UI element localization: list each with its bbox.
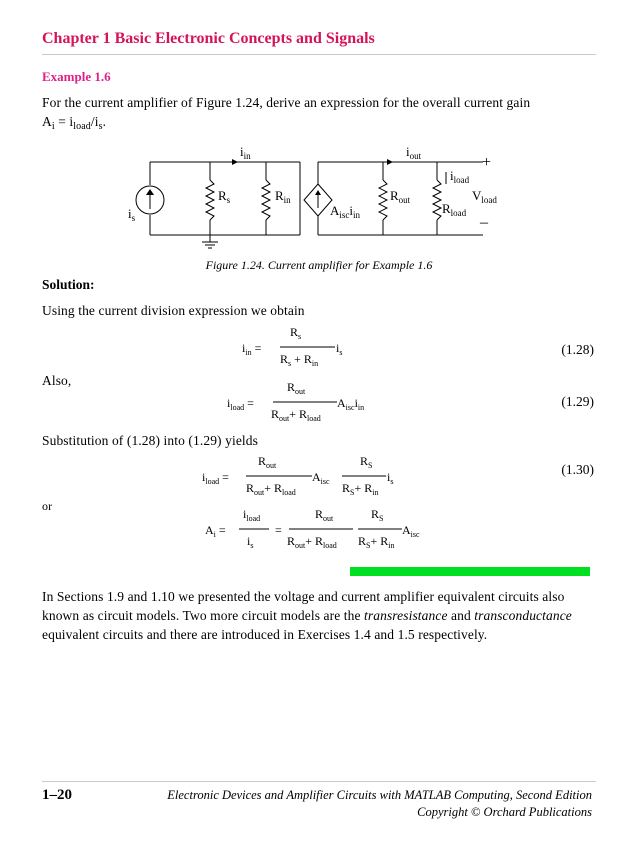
- svg-text:Aisc: $A_{isc}$: [402, 523, 420, 539]
- svg-text:Rout+ Rload: $R_{out}+ R_{load}$: [271, 407, 321, 422]
- highlight-bar: [350, 567, 590, 576]
- footer-text: [167, 787, 592, 821]
- eq-number-1-30: (1.30): [561, 462, 594, 477]
- svg-text:is: $i_s$: [387, 470, 394, 486]
- eq-sign: =: [54, 114, 70, 129]
- chapter-title: Chapter 1 Basic Electronic Concepts and Signals: [42, 30, 375, 47]
- svg-text:Rs + Rin: $R_s + R_{in}$: [280, 352, 319, 367]
- svg-text:RS: $R_S$: [360, 454, 373, 470]
- label-iout: $i_{out}$: [406, 144, 422, 161]
- label-iload: $i_{load}$: [450, 168, 470, 185]
- i-load-sub: load: [73, 121, 91, 132]
- equation-1-30: [200, 452, 420, 496]
- closing-line3: equivalent circuits and there are introduced in Exercises 1.4 and 1.5 respectively.: [42, 627, 488, 642]
- circuit-diagram: [0, 140, 638, 255]
- label-rin: $R_{in}$: [275, 188, 291, 205]
- closing-line2a: known as circuit models. Two more circuit models are the: [42, 608, 365, 623]
- svg-text:Ai =: $A_i$ =: [205, 523, 226, 539]
- label-plus: +: [482, 154, 492, 171]
- or-text: or: [42, 499, 53, 513]
- i-s-sub: s: [98, 121, 103, 132]
- svg-text:iload =: $i_{load}$ =: [202, 470, 229, 486]
- label-is: $i_s$: [128, 206, 136, 223]
- svg-text:Rout: $R_{out}$: [287, 380, 306, 396]
- equation-1-28: [240, 323, 380, 367]
- equation-gain: [203, 505, 443, 549]
- eq-number-1-28: (1.28): [561, 342, 594, 357]
- svg-text:iload =: $i_{load}$ =: [227, 396, 254, 412]
- also-text: Also,: [42, 373, 72, 388]
- svg-text:Aisc: $A_{isc}$: [312, 470, 330, 486]
- eq-number-1-29: (1.29): [561, 394, 594, 409]
- gain-symbol: A: [42, 114, 52, 129]
- example-text-line1: For the current amplifier of Figure 1.24, derive an expression for the overall current gain: [42, 95, 531, 110]
- svg-text:Rout+ Rload: $R_{out}+ R_{load}$: [287, 534, 337, 549]
- gain-sub: i: [51, 121, 55, 132]
- svg-text:iin =: $i_{in}$ =: [242, 341, 262, 357]
- i-s-symbol: i: [94, 114, 99, 129]
- svg-text:RS+ Rin: $R_S+ R_{in}$: [342, 481, 379, 496]
- label-iin: $i_{in}$: [240, 144, 251, 161]
- label-aisc: $A_{isc}i_{in}$: [330, 203, 361, 220]
- example-text: [42, 93, 597, 136]
- closing-line1: In Sections 1.9 and 1.10 we presented the voltage and current amplifier equivalent circuits also: [42, 589, 565, 604]
- copyright: Copyright © Orchard Publications: [417, 805, 592, 819]
- svg-text:RS+ Rin: $R_S+ R_{in}$: [358, 534, 395, 549]
- book-title: Electronic Devices and Amplifier Circuits with MATLAB Computing, Second Edition: [167, 788, 592, 802]
- label-vload: $V_{load}$: [472, 188, 497, 205]
- substitution-text: Substitution of (1.28) into (1.29) yields: [42, 433, 258, 448]
- svg-text:Aisciin: $A_{isc}i_{in}$: [337, 396, 365, 412]
- svg-text:is: $i_s$: [247, 534, 254, 549]
- solution-heading: Solution:: [42, 277, 95, 292]
- header-rule: [42, 54, 596, 55]
- i-load-symbol: i: [69, 114, 74, 129]
- footer-rule: [42, 781, 596, 782]
- figure-caption: Figure 1.24. Current amplifier for Example 1.6: [205, 258, 433, 272]
- slash: /: [90, 114, 95, 129]
- svg-text:RS: $R_S$: [371, 507, 384, 523]
- period: .: [102, 114, 107, 129]
- closing-line2c: and: [447, 608, 475, 623]
- svg-text:Rout+ Rload: $R_{out}+ R_{load}$: [246, 481, 296, 496]
- svg-text:Rs: $R_s$: [290, 325, 302, 341]
- solution-intro: Using the current division expression we obtain: [42, 303, 305, 318]
- page-number: 1–20: [42, 787, 72, 803]
- closing-paragraph: [42, 587, 597, 644]
- svg-text:Rout: $R_{out}$: [258, 454, 277, 470]
- closing-transconductance: transconductance: [474, 608, 572, 623]
- label-rs: $R_s$: [218, 188, 231, 205]
- equation-1-29: [225, 378, 385, 422]
- svg-text:is: $i_s$: [336, 341, 343, 357]
- label-minus: –: [480, 214, 488, 231]
- svg-text:=: =: [275, 523, 282, 537]
- label-rout: $R_{out}$: [390, 188, 411, 205]
- svg-text:iload: $i_{load}$: [243, 507, 261, 523]
- svg-text:Rout: $R_{out}$: [315, 507, 334, 523]
- example-label: Example 1.6: [42, 69, 111, 84]
- label-rload: $R_{load}$: [442, 201, 467, 218]
- closing-transresistance: transresistance: [364, 608, 448, 623]
